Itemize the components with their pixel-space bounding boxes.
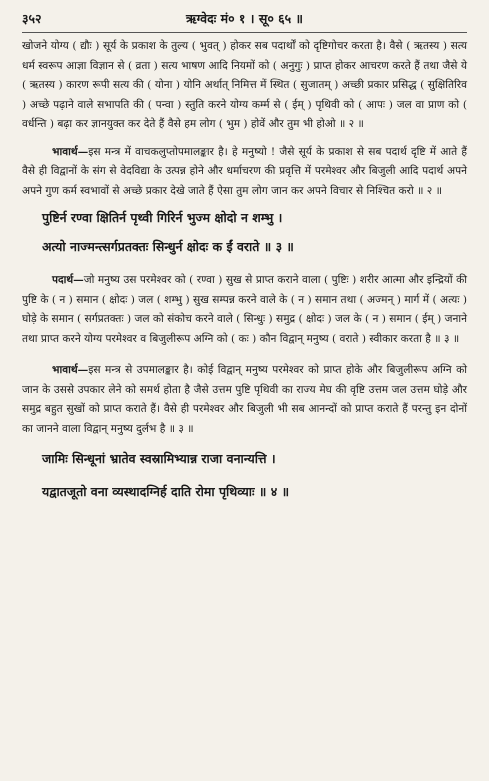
padartha-label: पदार्थ— (52, 274, 84, 286)
bhavartha-text: इस मन्त्र में वाचकलुप्तोपमालङ्कार है। हे मनुष्यो ! जैसे सूर्य के प्रकाश से सब पदार्थ दृष्टि में आते हैं वैसे ही विद्वानों के संग से वेदविद्या के उत्पन्न होने और धर्माचरण की प्रवृत्ति में परमेश्वर और बिजुली आदि पदार्थ अपने अपने गुण कर्म स्वभावों से अच्छे प्रकार देखे जाते हैं ऐसा तुम लोग जान कर अपने विचार से निश्चित करो ॥ २ ॥ (22, 145, 467, 197)
bhavartha-label: भावार्थ— (52, 364, 89, 376)
mantra-verse-3 (22, 205, 467, 259)
page-number: ३५२ (22, 11, 42, 26)
bhavartha-label: भावार्थ— (52, 145, 89, 158)
continued-padartha-paragraph: खोजने योग्य ( द्यौः ) सूर्य के प्रकाश के तुल्य ( भुवत् ) होकर सब पदार्थों को दृष्टिगोचर करता है। वैसे ( ऋतस्य ) सत्य धर्म स्वरूप आज्ञा विज्ञान से ( व्रता ) सत्य भाषण आदि नियमों को ( अनुगुः ) प्राप्त होकर आचरण करते हैं तथा जैसे ये ( ऋतस्य ) कारण रूपी सत्य की ( योना ) योनि अर्थात् निमित्त में स्थित ( सुजातम् ) अच्छी प्रकार प्रसिद्ध ( सुक्षितिरिव ) अच्छे पढ़ाने वाले सभापति की ( पन्वा ) स्तुति करने योग्य कर्म्म से ( ईम् ) पृथिवी को ( आपः ) जल वा प्राण को ( वर्धन्ति ) बढ़ा कर ज्ञानयुक्त कर देते हैं वैसे हम लोग ( भुम ) होवें और तुम भी होओ ॥ २ ॥ (22, 40, 467, 130)
mantra-line: अत्यो नाज्मन्त्सर्गप्रतक्तः सिन्धुर्न क्षोदः क ईं वराते ॥ ३ ॥ (42, 239, 294, 254)
bhavartha-paragraph-2 (22, 361, 467, 439)
page-header (22, 10, 467, 33)
bhavartha-paragraph-1 (22, 143, 467, 202)
bhavartha-text: इस मन्त्र से उपमालङ्कार है। कोई विद्वान् मनुष्य परमेश्वर को प्राप्त होके और बिजुलीरूप अग्नि को जान के उससे उपकार लेने को समर्थ होता है जैसे उत्तम पुष्टि पृथिवी का राज्य मेघ की वृष्टि उत्तम जल उत्तम घोड़े और समुद्र बहुत सुखों को प्राप्त कराते हैं। वैसे ही परमेश्वर और बिजुली भी सब आनन्दों को प्राप्त कराते हैं परन्तु इन दोनों का जानने वाला विद्वान् मनुष्य दुर्लभ है ॥ ३ ॥ (22, 364, 467, 435)
mantra-verse-4 (22, 445, 467, 505)
mantra-line: यद्वातजूतो वना व्यस्थादग्निर्ह दाति रोमा पृथिव्याः ॥ ४ ॥ (42, 484, 290, 499)
running-title: ऋग्वेदः मं० १ । सू० ६५ ॥ (185, 11, 304, 26)
mantra-line: जामिः सिन्धूनां भ्रातेव स्वस्रामिभ्यान्न राजा वनान्यत्ति । (42, 451, 276, 466)
padartha-paragraph (22, 271, 467, 349)
mantra-line: पुष्टिर्न रण्वा क्षितिर्न पृथ्वी गिरिर्न भुज्म क्षोदो न शम्भु । (42, 210, 283, 225)
padartha-text: जो मनुष्य उस परमेश्वर को ( रण्वा ) सुख से प्राप्त कराने वाला ( पुष्टिः ) शरीर आत्मा और इन्द्रियों की पुष्टि के ( न ) समान ( क्षोदः ) जल ( शम्भु ) सुख सम्पन्न करने वाले के ( न ) समान तथा ( अज्मन् ) मार्ग में ( अत्यः ) घोड़े के समान ( सर्गप्रतक्तः ) जल को संकोच करने वाले ( सिन्धुः ) समुद्र ( क्षोदः ) जल के ( न ) समान ( ईम् ) जनाने तथा प्राप्त करने योग्य परमेश्वर व बिजुलीरूप अग्नि को ( कः ) कौन विद्वान् मनुष्य ( वराते ) स्वीकार करता है ॥ ३ ॥ (22, 274, 467, 345)
